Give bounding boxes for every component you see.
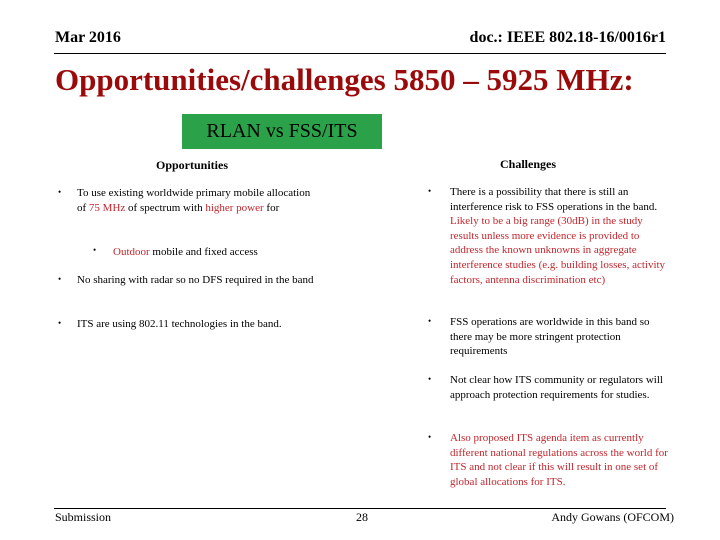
footer-author: Andy Gowans (OFCOM) (551, 510, 674, 524)
footer-divider (54, 508, 666, 509)
opportunity-item-2: No sharing with radar so no DFS required in the band (77, 274, 314, 286)
header-divider (54, 53, 666, 54)
footer-submission: Submission (55, 510, 112, 524)
page-number: 28 (356, 510, 368, 524)
subtitle-box (182, 114, 382, 149)
bullet-icon: • (428, 316, 432, 326)
bullet-icon: • (428, 186, 432, 196)
header-doc-number: doc.: IEEE 802.18-16/0016r1 (469, 29, 666, 46)
bullet-icon: • (58, 318, 62, 328)
subtitle-text: RLAN vs FSS/ITS (206, 120, 358, 142)
challenge-item-2: FSS operations are worldwide in this band so there may be more stringent protection requirements (450, 316, 650, 358)
opportunity-1-highlight-75mhz: 75 MHz (88, 201, 126, 214)
opportunity-subitem-1 (113, 245, 313, 260)
slide-title: Opportunities/challenges 5850 – 5925 MHz: (55, 62, 634, 97)
bullet-icon: • (58, 187, 62, 197)
opportunity-1-text-e: for (263, 201, 280, 214)
challenges-heading: Challenges (500, 157, 557, 171)
opportunity-sub-text: mobile and fixed access (149, 246, 258, 258)
challenge-1-text: There is a possibility that there is still an interference risk to FSS operations in the band. (450, 186, 658, 213)
opportunity-item-3: ITS are using 802.11 technologies in the band. (77, 318, 282, 330)
bullet-icon: • (428, 432, 432, 442)
bullet-icon: • (93, 245, 97, 255)
opportunity-item-1 (77, 186, 317, 215)
challenge-item-4: Also proposed ITS agenda item as currently different national regulations across the world for ITS and not clear if this will result in one set of global allocations for ITS. (450, 432, 668, 488)
challenge-1-highlight: Likely to be a big range (30dB) in the study results unless more evidence is provided to address the known unknowns in aggregate interference studies (e.g. building losses, activity factors, antenna discrimination etc) (450, 215, 666, 286)
bullet-icon: • (428, 374, 432, 384)
opportunities-heading: Opportunities (156, 158, 229, 172)
header-date: Mar 2016 (55, 29, 121, 46)
challenge-item-3: Not clear how ITS community or regulators will approach protection requirements for studies. (450, 374, 663, 401)
opportunity-sub-highlight: Outdoor (113, 246, 150, 258)
opportunity-1-highlight-power: higher power (205, 201, 264, 214)
opportunity-1-text-c: of spectrum with (125, 201, 206, 214)
challenge-item-1 (450, 185, 668, 287)
bullet-icon: • (58, 274, 62, 284)
opportunity-1-text-a: To use existing worldwide primary mobile allocation of (77, 187, 311, 214)
